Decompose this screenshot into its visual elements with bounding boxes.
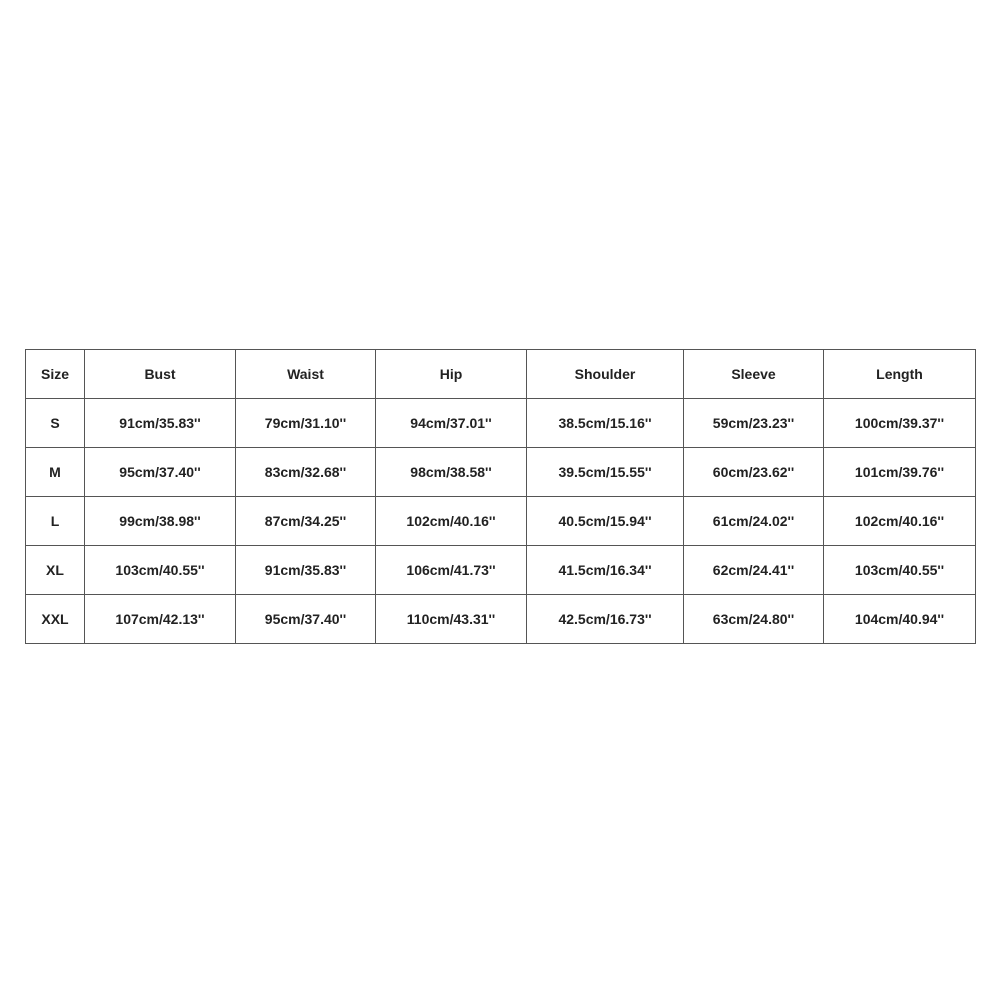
table-row [26, 448, 976, 497]
waist-cell: 83cm/32.68'' [236, 448, 376, 497]
size-cell: XXL [26, 595, 85, 644]
size-cell: S [26, 399, 85, 448]
sleeve-cell: 62cm/24.41'' [684, 546, 824, 595]
shoulder-cell: 42.5cm/16.73'' [527, 595, 684, 644]
waist-cell: 91cm/35.83'' [236, 546, 376, 595]
header-cell-size: Size [26, 350, 85, 399]
waist-cell: 95cm/37.40'' [236, 595, 376, 644]
shoulder-cell: 41.5cm/16.34'' [527, 546, 684, 595]
header-cell-waist: Waist [236, 350, 376, 399]
hip-cell: 102cm/40.16'' [376, 497, 527, 546]
size-cell: XL [26, 546, 85, 595]
size-chart-table [25, 349, 976, 644]
header-cell-shoulder: Shoulder [527, 350, 684, 399]
waist-cell: 87cm/34.25'' [236, 497, 376, 546]
hip-cell: 94cm/37.01'' [376, 399, 527, 448]
shoulder-cell: 38.5cm/15.16'' [527, 399, 684, 448]
sleeve-cell: 60cm/23.62'' [684, 448, 824, 497]
table-row [26, 399, 976, 448]
sleeve-cell: 59cm/23.23'' [684, 399, 824, 448]
table-row [26, 595, 976, 644]
bust-cell: 91cm/35.83'' [85, 399, 236, 448]
length-cell: 103cm/40.55'' [824, 546, 976, 595]
length-cell: 100cm/39.37'' [824, 399, 976, 448]
header-cell-length: Length [824, 350, 976, 399]
hip-cell: 106cm/41.73'' [376, 546, 527, 595]
length-cell: 104cm/40.94'' [824, 595, 976, 644]
bust-cell: 107cm/42.13'' [85, 595, 236, 644]
bust-cell: 95cm/37.40'' [85, 448, 236, 497]
table-row [26, 546, 976, 595]
table-row [26, 497, 976, 546]
size-cell: M [26, 448, 85, 497]
hip-cell: 110cm/43.31'' [376, 595, 527, 644]
length-cell: 101cm/39.76'' [824, 448, 976, 497]
sleeve-cell: 61cm/24.02'' [684, 497, 824, 546]
header-cell-bust: Bust [85, 350, 236, 399]
size-cell: L [26, 497, 85, 546]
bust-cell: 103cm/40.55'' [85, 546, 236, 595]
hip-cell: 98cm/38.58'' [376, 448, 527, 497]
sleeve-cell: 63cm/24.80'' [684, 595, 824, 644]
header-cell-hip: Hip [376, 350, 527, 399]
header-cell-sleeve: Sleeve [684, 350, 824, 399]
length-cell: 102cm/40.16'' [824, 497, 976, 546]
shoulder-cell: 40.5cm/15.94'' [527, 497, 684, 546]
header-row [26, 350, 976, 399]
bust-cell: 99cm/38.98'' [85, 497, 236, 546]
shoulder-cell: 39.5cm/15.55'' [527, 448, 684, 497]
waist-cell: 79cm/31.10'' [236, 399, 376, 448]
